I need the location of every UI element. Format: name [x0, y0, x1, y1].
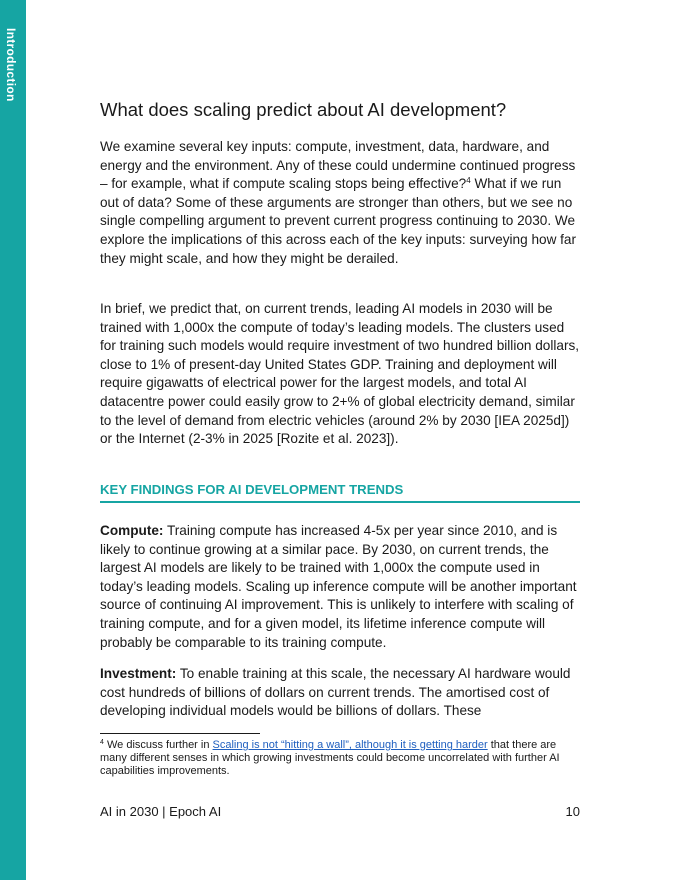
- footnote: [100, 739, 580, 779]
- key-findings-divider: [100, 501, 580, 503]
- intro-paragraph-1: [100, 138, 581, 268]
- finding-compute: [100, 522, 581, 652]
- intro-paragraph-2: In brief, we predict that, on current trends, leading AI models in 2030 will be trained with 1,000x the compute of today’s leading models. The clusters used for training such models would require investment of two hundred billion dollars, close to 1% of present-day United States GDP. Training and deployment will require gigawatts of electrical power for the largest models, and total AI datacentre power could easily grow to 2+% of global electricity demand, similar to the level of demand from electric vehicles (around 2% by 2030 [IEA 2025d]) or the Internet (2-3% in 2025 [Rozite et al. 2023]).: [100, 301, 580, 447]
- page-heading: What does scaling predict about AI development?: [100, 99, 507, 120]
- footnote-ref[interactable]: 4: [466, 176, 471, 186]
- sidebar-section-label: Introduction: [4, 28, 18, 102]
- footnote-divider: [100, 733, 260, 734]
- finding-investment: [100, 665, 581, 721]
- finding-investment-label: Investment:: [100, 666, 177, 681]
- page-number: 10: [565, 804, 580, 819]
- footnote-link[interactable]: Scaling is not “hitting a wall”, although it is getting harder: [212, 739, 488, 751]
- intro-paragraph-1-text-a: We examine several key inputs: compute, investment, data, hardware, and energy and the environment. Any of these could undermine continued progress – for example, what if compute scaling stops being effective?: [100, 139, 576, 192]
- footnote-number: 4: [100, 739, 104, 746]
- finding-compute-text: Training compute has increased 4-5x per year since 2010, and is likely to continue growing at a similar pace. By 2030, on current trends, the largest AI models are likely to be trained with 1,000x the compute used in today’s leading models. Scaling up inference compute will be another important source of continuing AI improvement. This is unlikely to interfere with scaling of training compute, and for a given model, its lifetime inference compute will probably be comparable to its training compute.: [100, 523, 577, 650]
- footer-title: AI in 2030 | Epoch AI: [100, 804, 222, 819]
- footnote-text-a: We discuss further in: [103, 739, 213, 751]
- finding-investment-text: To enable training at this scale, the necessary AI hardware would cost hundreds of billions of dollars on current trends. The amortised cost of developing individual models would be billions of dollars. These: [100, 666, 571, 719]
- intro-paragraph-1-text-b: What if we run out of data? Some of these arguments are stronger than others, but we see no single compelling argument to prevent current progress continuing to 2030. We explore the implications of this across each of the key inputs: surveying how far they might scale, and how they might be derailed.: [100, 176, 577, 266]
- key-findings-heading: KEY FINDINGS FOR AI DEVELOPMENT TRENDS: [100, 482, 404, 497]
- section-sidebar: [0, 0, 26, 880]
- finding-compute-label: Compute:: [100, 523, 164, 538]
- footnote-text-b: that there are many different senses in which growing investments could become uncorrelated with further AI capabilities improvements.: [100, 739, 560, 778]
